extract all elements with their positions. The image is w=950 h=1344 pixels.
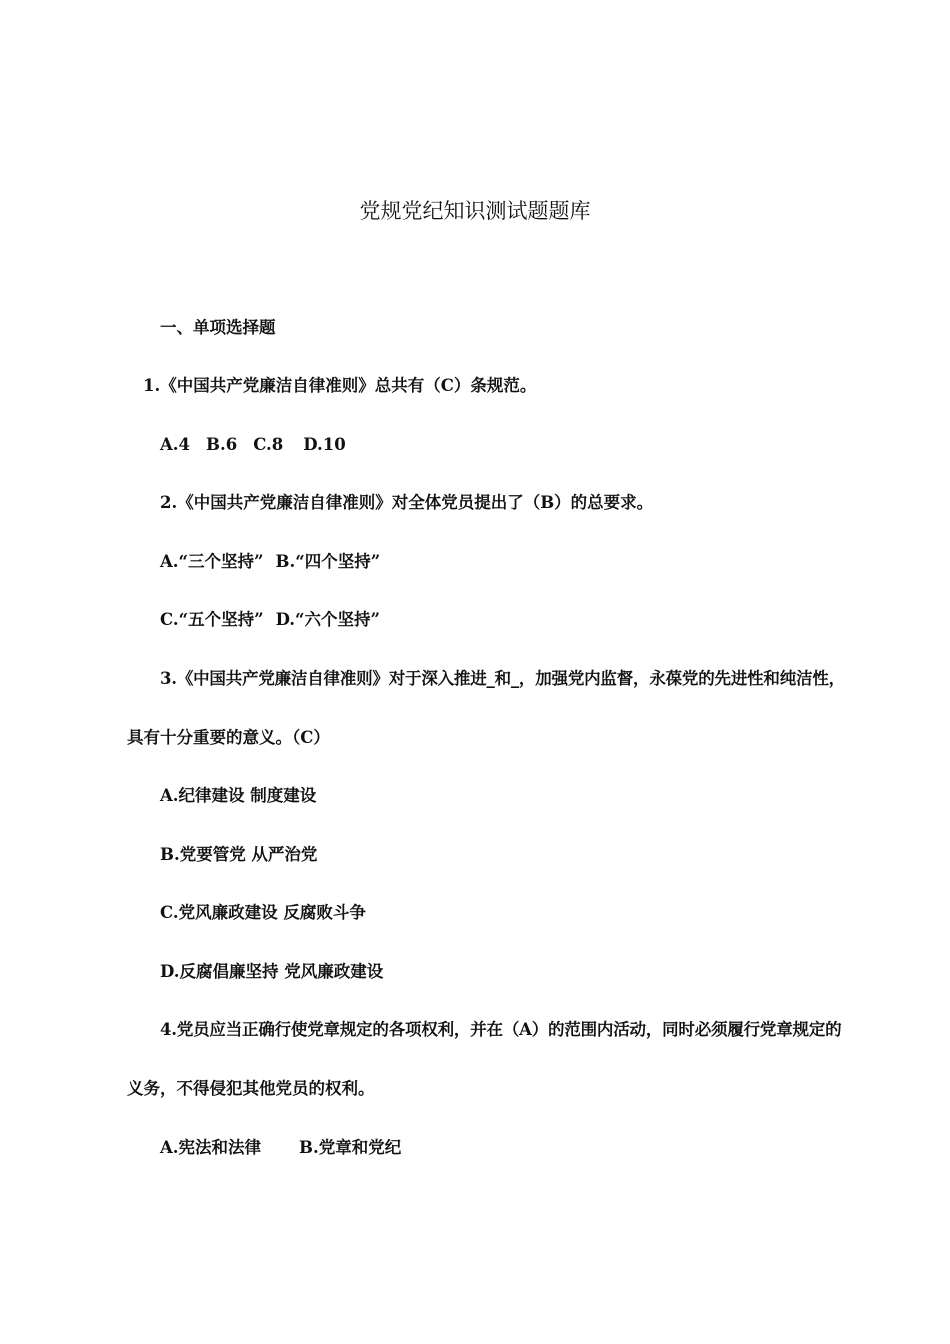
question-3-option-d: D.反腐倡廉坚持 党风廉政建设 [160,962,384,981]
question-2-options-ab [160,551,380,573]
question-2-options-cd [160,609,380,631]
document-title: 党规党纪知识测试题题库 [359,199,591,223]
option-d: D.10 [303,435,346,454]
option-b: B.6 [206,435,238,454]
option-a: A.“三个坚持” [160,552,264,571]
option-c: C.8 [253,435,284,454]
question-1-options [160,434,346,456]
question-4-options [160,1137,401,1159]
option-d: D.“六个坚持” [275,610,381,629]
question-1: 1.《中国共产党廉洁自律准则》总共有（C）条规范。 [143,376,537,395]
option-b: B.“四个坚持” [275,552,381,571]
question-4-line-2: 义务，不得侵犯其他党员的权利。 [127,1079,375,1098]
option-c: C.“五个坚持” [160,610,264,629]
question-4-line-1: 4.党员应当正确行使党章规定的各项权利，并在（A）的范围内活动，同时必须履行党章规定的 [160,1020,842,1039]
question-3-line-1: 3.《中国共产党廉洁自律准则》对于深入推进_和_，加强党内监督，永葆党的先进性和纯洁性， [160,669,845,688]
question-3-option-c: C.党风廉政建设 反腐败斗争 [160,903,366,922]
question-3-line-2: 具有十分重要的意义。（C） [127,728,330,747]
question-2: 2.《中国共产党廉洁自律准则》对全体党员提出了（B）的总要求。 [160,493,654,512]
question-3-option-a: A.纪律建设 制度建设 [160,786,317,805]
question-3-option-b: B.党要管党 从严治党 [160,845,318,864]
option-a: A.4 [160,435,191,454]
option-b: B.党章和党纪 [299,1138,402,1157]
option-a: A.宪法和法律 [160,1138,262,1157]
section-heading: 一、单项选择题 [160,318,276,337]
